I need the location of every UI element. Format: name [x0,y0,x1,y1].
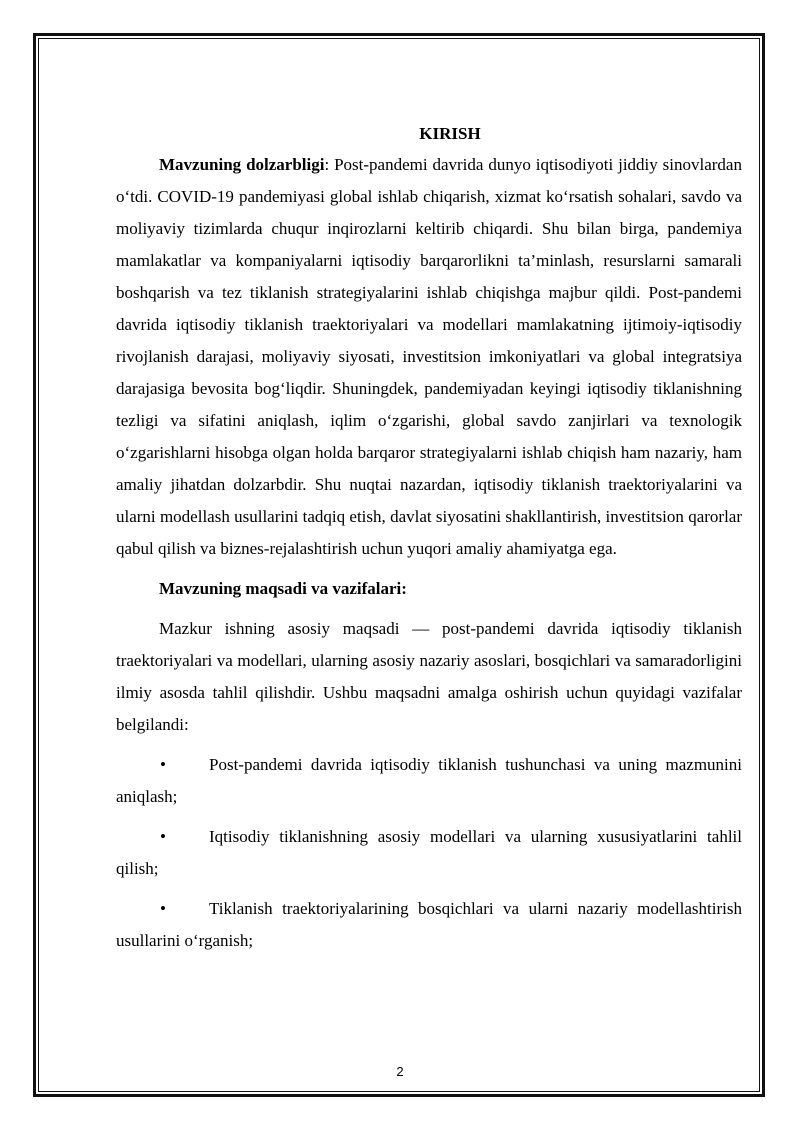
goals-heading: Mavzuning maqsadi va vazifalari: [159,579,407,598]
bullet-icon: • [160,899,166,918]
document-body [116,118,742,957]
task-text: Iqtisodiy tiklanishning asosiy modellari va ularning xususiyatlarini tahlil qilish; [116,827,742,878]
goals-paragraph: Mazkur ishning asosiy maqsadi — post-pandemi davrida iqtisodiy tiklanish traektoriyalari va modellari, ularning asosiy nazariy asoslari, bosqichlari va samaradorligini ilmiy asosda tahlil qilishdir. Ushbu maqsadni amalga oshirish uchun quyidagi vazifalar belgilandi: [116,619,742,734]
document-title: KIRISH [419,124,481,143]
relevance-text: : Post-pandemi davrida dunyo iqtisodiyoti jiddiy sinovlardan o‘tdi. COVID-19 pandemiyasi global ishlab chiqarish, xizmat ko‘rsatish sohalari, savdo va moliyaviy tizimlarda chuqur inqirozlarni keltirib chiqardi. Shu bilan birga, pandemiya mamlakatlar va kompaniyalarni iqtisodiy barqarorlikni ta’minlash, resurslarni samarali boshqarish va tez tiklanish strategiyalarini ishlab chiqishga majbur qildi. Post-pandemi davrida iqtisodiy tiklanish traektoriyalari va modellari mamlakatning ijtimoiy-iqtisodiy rivojlanish darajasi, moliyaviy siyosati, investitsion imkoniyatlari va global integratsiya darajasiga bevosita bog‘liqdir. Shuningdek, pandemiyadan keyingi iqtisodiy tiklanishning tezligi va sifatini aniqlash, iqlim o‘zgarishi, global savdo zanjirlari va texnologik o‘zgarishlarni hisobga olgan holda barqaror strategiyalarni ishlab chiqish ham nazariy, ham amaliy jihatdan dolzarbdir. Shu nuqtai nazardan, iqtisodiy tiklanish traektoriyalarini va ularni modellash usullarini tadqiq etish, davlat siyosatini shakllantirish, investitsion qarorlar qabul qilish va biznes-rejalashtirish uchun yuqori amaliy ahamiyatga ega. [116,155,742,558]
task-item [116,893,742,957]
relevance-label: Mavzuning dolzarbligi [159,155,325,174]
task-text: Post-pandemi davrida iqtisodiy tiklanish tushunchasi va uning mazmunini aniqlash; [116,755,742,806]
relevance-paragraph [116,149,742,565]
task-item [116,749,742,813]
task-item [116,821,742,885]
page-number: 2 [396,1064,404,1079]
bullet-icon: • [160,827,166,846]
bullet-icon: • [160,755,166,774]
task-text: Tiklanish traektoriyalarining bosqichlari va ularni nazariy modellashtirish usullarini o‘rganish; [116,899,742,950]
